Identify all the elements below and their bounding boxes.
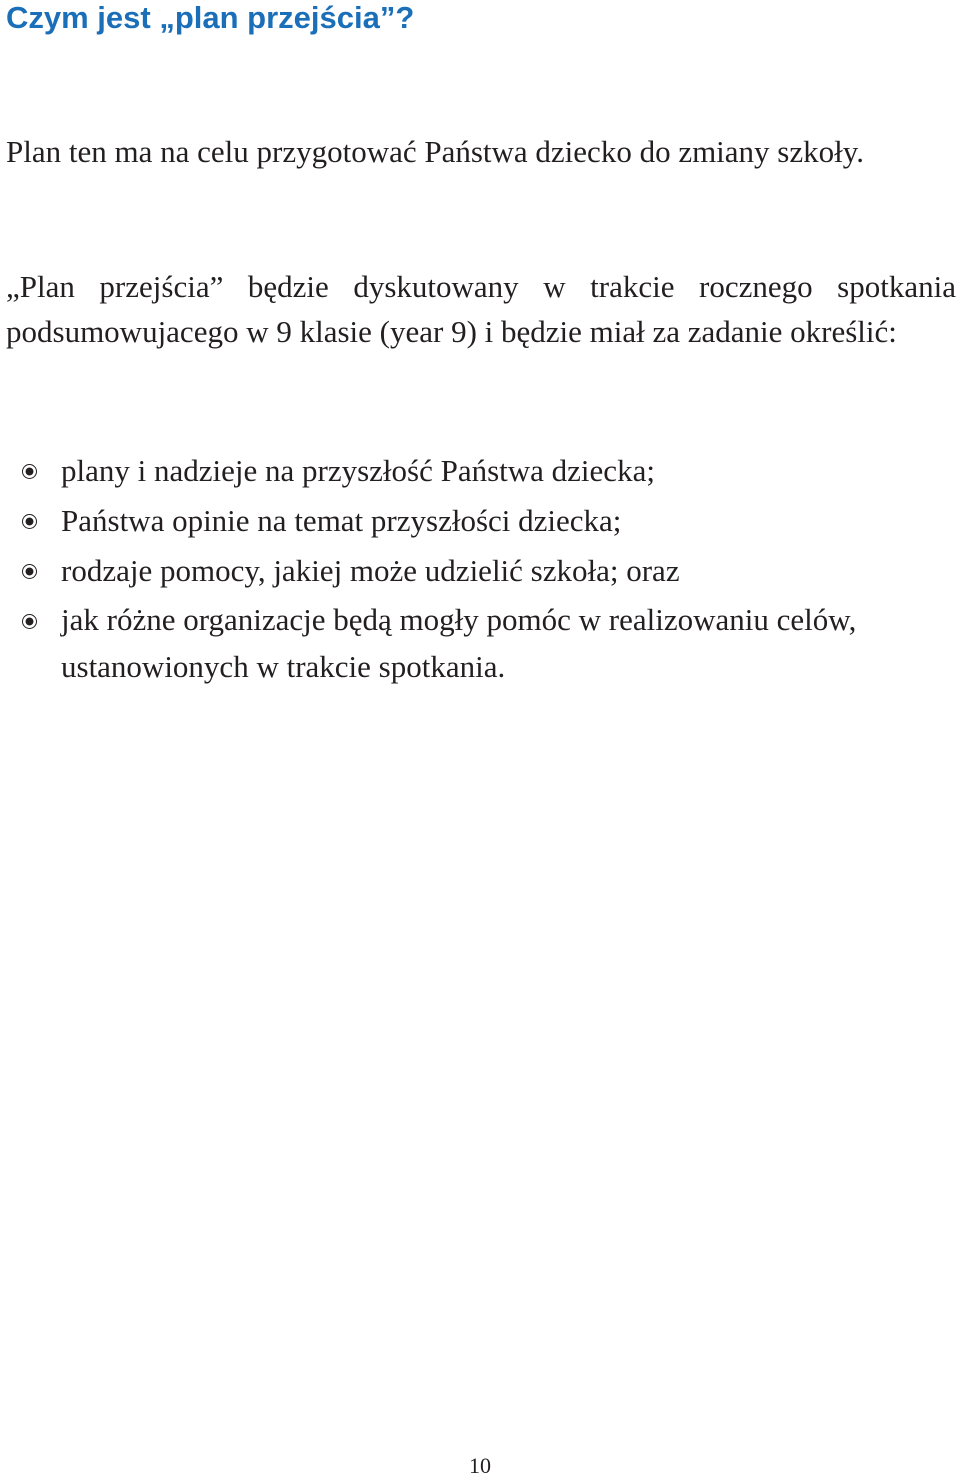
page-title: Czym jest „plan przejścia”? — [6, 0, 415, 35]
list-item-text: rodzaje pomocy, jakiej może udzielić szkoła; oraz — [61, 553, 680, 588]
intro-paragraph: Plan ten ma na celu przygotować Państwa dziecko do zmiany szkoły. — [6, 134, 864, 169]
page-number: 10 — [469, 1453, 491, 1478]
list-item-text: Państwa opinie na temat przyszłości dziecka; — [61, 503, 622, 538]
list-item — [0, 596, 960, 690]
bullet-icon — [22, 614, 37, 629]
list-item-text: plany i nadzieje na przyszłość Państwa dziecka; — [61, 453, 655, 488]
topics-list — [0, 446, 960, 690]
list-item — [0, 446, 960, 496]
bullet-icon — [22, 564, 37, 579]
list-item-text: jak różne organizacje będą mogły pomóc w realizowaniu celów, ustanowionych w trakcie spotkania. — [61, 602, 857, 684]
list-item — [0, 496, 960, 546]
bullet-icon — [22, 464, 37, 479]
bullet-icon — [22, 514, 37, 529]
plan-description-paragraph: „Plan przejścia” będzie dyskutowany w trakcie rocznego spotkania podsumowujacego w 9 klasie (year 9) i będzie miał za zadanie określić: — [6, 269, 956, 349]
list-item — [0, 546, 960, 596]
